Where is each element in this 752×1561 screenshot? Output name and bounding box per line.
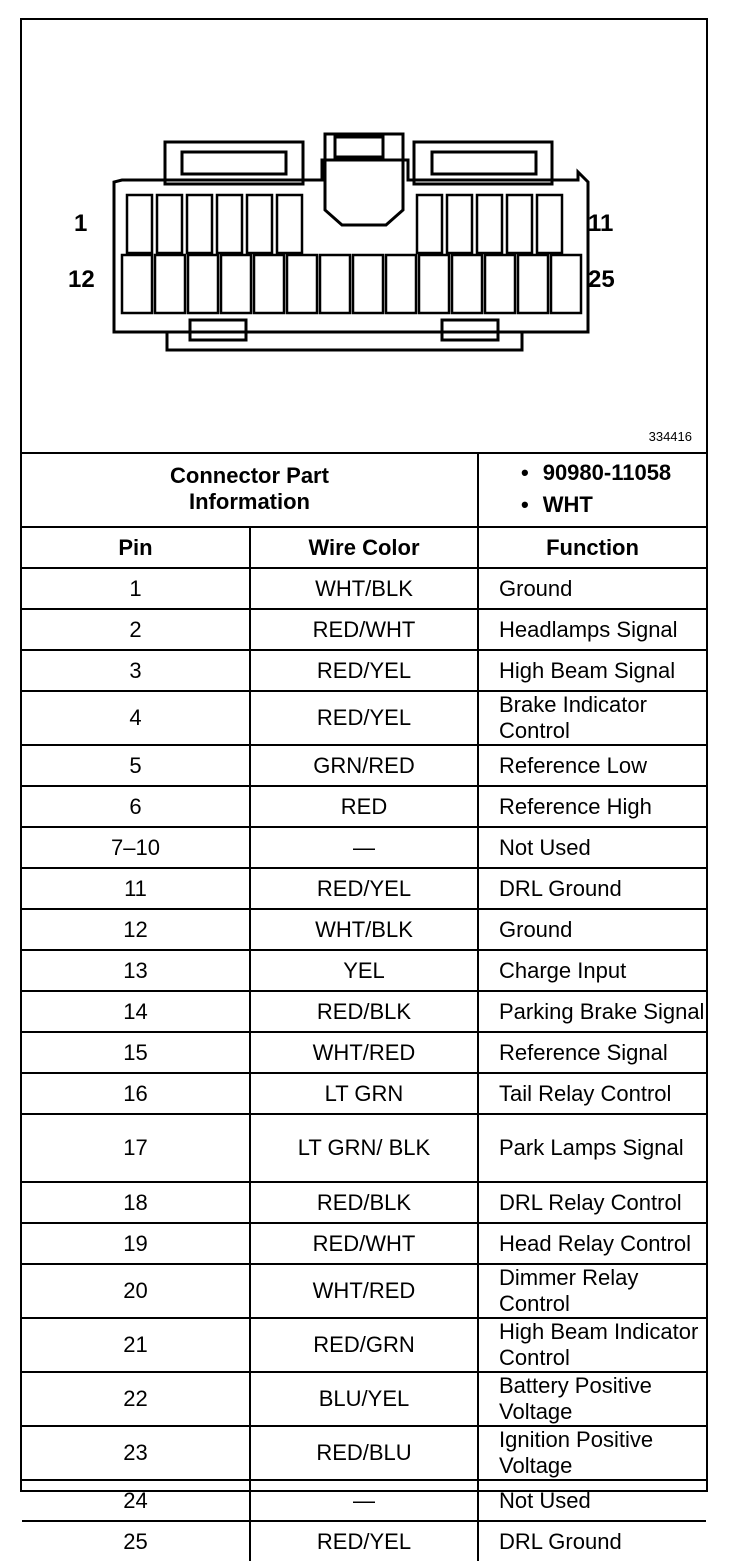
function-cell: DRL Ground — [478, 1521, 706, 1561]
table-row — [22, 1264, 706, 1318]
wire-color-cell: RED/BLK — [250, 991, 478, 1032]
pin-cell: 7–10 — [22, 827, 250, 868]
pin-label-25: 25 — [588, 266, 615, 293]
function-cell: Head Relay Control — [478, 1223, 706, 1264]
connector-color: • WHT — [521, 489, 706, 521]
table-header-row — [22, 527, 706, 568]
table-row — [22, 1073, 706, 1114]
table-row — [22, 609, 706, 650]
header-function: Function — [478, 527, 706, 568]
pin-cell: 17 — [22, 1114, 250, 1182]
connector-sheet — [20, 18, 708, 1554]
function-cell: Park Lamps Signal — [478, 1114, 706, 1182]
wire-color-cell: RED/WHT — [250, 1223, 478, 1264]
table-row — [22, 1521, 706, 1561]
wire-color-cell: RED/YEL — [250, 868, 478, 909]
function-cell: Not Used — [478, 827, 706, 868]
wire-color-cell: WHT/BLK — [250, 568, 478, 609]
header-pin: Pin — [22, 527, 250, 568]
table-row — [22, 691, 706, 745]
function-cell: High Beam Indicator Control — [478, 1318, 706, 1372]
pin-cell: 20 — [22, 1264, 250, 1318]
table-row — [22, 568, 706, 609]
wire-color-cell: RED/BLK — [250, 1182, 478, 1223]
connector-info-title-line1: Connector Part — [170, 463, 329, 488]
table-row — [22, 950, 706, 991]
wire-color-cell: WHT/RED — [250, 1032, 478, 1073]
table-row — [22, 868, 706, 909]
wire-color-cell: RED — [250, 786, 478, 827]
wire-color-cell: — — [250, 1480, 478, 1521]
connector-diagram — [22, 20, 706, 454]
connector-part-number: • 90980-11058 — [521, 457, 706, 489]
connector-info-title — [22, 452, 478, 527]
table-row — [22, 827, 706, 868]
wire-color-cell: BLU/YEL — [250, 1372, 478, 1426]
wire-color-cell: WHT/BLK — [250, 909, 478, 950]
pin-cell: 2 — [22, 609, 250, 650]
pin-cell: 23 — [22, 1426, 250, 1480]
wire-color-cell: RED/WHT — [250, 609, 478, 650]
wire-color-cell: — — [250, 827, 478, 868]
table-row — [22, 1372, 706, 1426]
connector-info-list — [478, 452, 706, 527]
figure-id: 334416 — [648, 429, 692, 444]
table-row — [22, 909, 706, 950]
function-cell: Brake Indicator Control — [478, 691, 706, 745]
function-cell: Parking Brake Signal — [478, 991, 706, 1032]
wire-color-cell: LT GRN — [250, 1073, 478, 1114]
pin-cell: 6 — [22, 786, 250, 827]
wire-color-cell: WHT/RED — [250, 1264, 478, 1318]
function-cell: Ignition Positive Voltage — [478, 1426, 706, 1480]
table-row — [22, 991, 706, 1032]
table-row — [22, 1318, 706, 1372]
function-cell: DRL Relay Control — [478, 1182, 706, 1223]
pin-cell: 12 — [22, 909, 250, 950]
function-cell: Battery Positive Voltage — [478, 1372, 706, 1426]
table-row — [22, 745, 706, 786]
table-row — [22, 1480, 706, 1521]
pin-label-1: 1 — [74, 210, 88, 237]
wire-color-cell: RED/YEL — [250, 650, 478, 691]
connector-info-row — [22, 452, 706, 527]
pin-cell: 24 — [22, 1480, 250, 1521]
pin-cell: 19 — [22, 1223, 250, 1264]
function-cell: Reference High — [478, 786, 706, 827]
pin-cell: 1 — [22, 568, 250, 609]
table-row — [22, 1114, 706, 1182]
pin-cell: 4 — [22, 691, 250, 745]
function-cell: Ground — [478, 568, 706, 609]
wire-color-cell: LT GRN/ BLK — [250, 1114, 478, 1182]
table-row — [22, 786, 706, 827]
function-cell: Headlamps Signal — [478, 609, 706, 650]
pin-cell: 14 — [22, 991, 250, 1032]
wire-color-cell: RED/BLU — [250, 1426, 478, 1480]
pin-cell: 18 — [22, 1182, 250, 1223]
function-cell: Reference Signal — [478, 1032, 706, 1073]
table-row — [22, 1223, 706, 1264]
pin-cell: 22 — [22, 1372, 250, 1426]
table-row — [22, 1032, 706, 1073]
function-cell: Dimmer Relay Control — [478, 1264, 706, 1318]
wire-color-cell: RED/YEL — [250, 691, 478, 745]
wire-color-cell: RED/GRN — [250, 1318, 478, 1372]
function-cell: Not Used — [478, 1480, 706, 1521]
function-cell: Ground — [478, 909, 706, 950]
connector-info-title-line2: Information — [189, 489, 310, 514]
pin-cell: 25 — [22, 1521, 250, 1561]
function-cell: DRL Ground — [478, 868, 706, 909]
pin-cell: 15 — [22, 1032, 250, 1073]
pin-cell: 21 — [22, 1318, 250, 1372]
table-row — [22, 650, 706, 691]
function-cell: Tail Relay Control — [478, 1073, 706, 1114]
pin-cell: 16 — [22, 1073, 250, 1114]
pin-label-12: 12 — [68, 266, 95, 293]
table-row — [22, 1426, 706, 1480]
function-cell: Reference Low — [478, 745, 706, 786]
function-cell: High Beam Signal — [478, 650, 706, 691]
pinout-table — [22, 452, 706, 1561]
pin-cell: 11 — [22, 868, 250, 909]
pin-cell: 13 — [22, 950, 250, 991]
pin-label-11: 11 — [588, 210, 614, 237]
wire-color-cell: RED/YEL — [250, 1521, 478, 1561]
wire-color-cell: YEL — [250, 950, 478, 991]
header-wire-color: Wire Color — [250, 527, 478, 568]
pin-cell: 3 — [22, 650, 250, 691]
table-row — [22, 1182, 706, 1223]
function-cell: Charge Input — [478, 950, 706, 991]
wire-color-cell: GRN/RED — [250, 745, 478, 786]
pin-cell: 5 — [22, 745, 250, 786]
